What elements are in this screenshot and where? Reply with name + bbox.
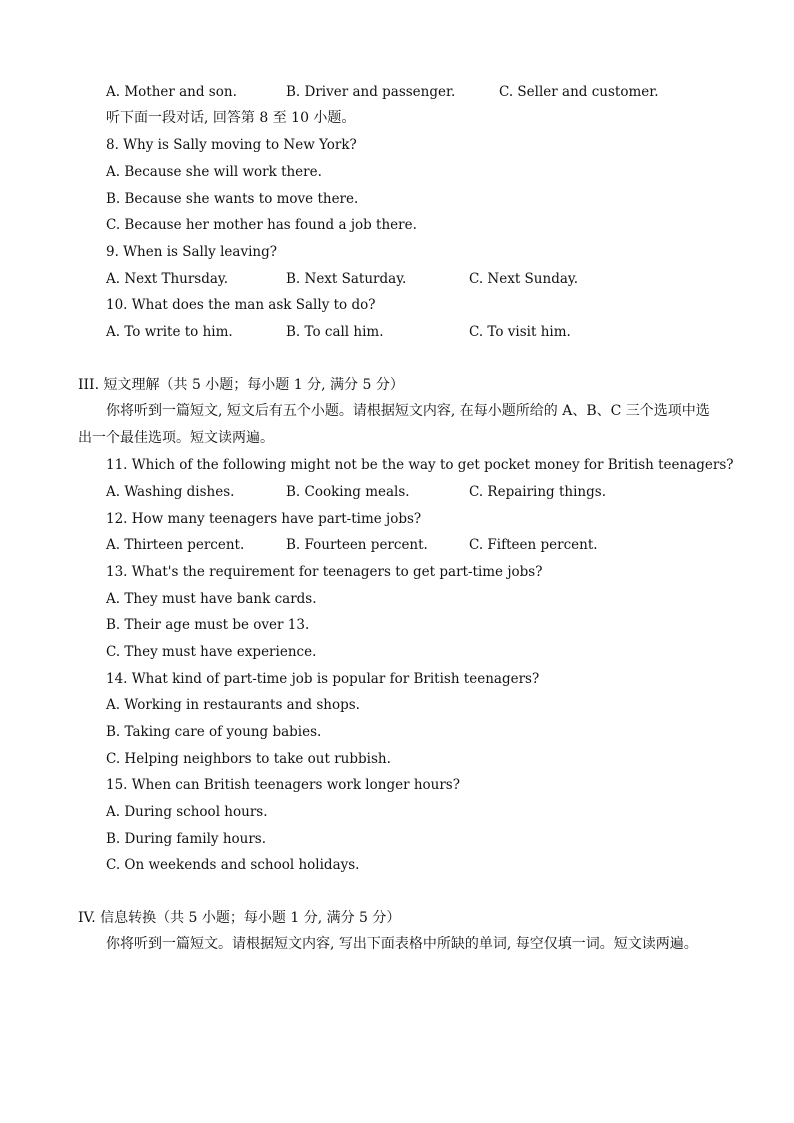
q7-option-b: B. Driver and passenger. [286,84,456,100]
q13-option-c: C. They must have experience. [106,644,317,660]
q9-option-c: C. Next Sunday. [469,271,579,287]
q15-option-b: B. During family hours. [106,831,267,847]
q13-option-b: B. Their age must be over 13. [106,617,310,633]
q14-option-a: A. Working in restaurants and shops. [106,697,360,713]
q12-option-a: A. Thirteen percent. [106,537,245,553]
q10-question: 10. What does the man ask Sally to do? [106,297,376,313]
q15-option-c: C. On weekends and school holidays. [106,857,360,873]
q15-option-a: A. During school hours. [106,804,268,820]
section-3-instruction: 你将听到一篇短文, 短文后有五个小题。请根据短文内容, 在每小题所给的 A、B、C 三个选项中选出一个最佳选项。短文读两遍。 [78,403,710,446]
section-3-title: III. 短文理解（共 5 小题；每小题 1 分, 满分 5 分） [78,377,404,393]
q14-question: 14. What kind of part-time job is popular for British teenagers? [106,671,540,687]
q9-question: 9. When is Sally leaving? [106,244,277,260]
q13-question: 13. What's the requirement for teenagers to get part-time jobs? [106,564,543,580]
q9-option-b: B. Next Saturday. [286,271,407,287]
q10-option-a: A. To write to him. [106,324,233,340]
section-4-instruction: 你将听到一篇短文。请根据短文内容, 写出下面表格中所缺的单词, 每空仅填一词。短文读两遍。 [106,936,698,952]
q8-option-a: A. Because she will work there. [106,164,322,180]
q14-option-b: B. Taking care of young babies. [106,724,322,740]
q8-option-c: C. Because her mother has found a job there. [106,217,417,233]
q11-option-b: B. Cooking meals. [286,484,410,500]
q9-option-a: A. Next Thursday. [106,271,229,287]
q7-option-c: C. Seller and customer. [499,84,659,100]
q12-option-b: B. Fourteen percent. [286,537,428,553]
q11-option-a: A. Washing dishes. [106,484,235,500]
q11-question: 11. Which of the following might not be the way to get pocket money for British teenagers? [106,457,734,473]
q8-question: 8. Why is Sally moving to New York? [106,137,357,153]
q8-option-b: B. Because she wants to move there. [106,191,359,207]
q10-option-b: B. To call him. [286,324,384,340]
q14-option-c: C. Helping neighbors to take out rubbish. [106,751,391,767]
q11-option-c: C. Repairing things. [469,484,606,500]
q13-option-a: A. They must have bank cards. [106,591,317,607]
q12-option-c: C. Fifteen percent. [469,537,598,553]
dialogue-instruction: 听下面一段对话, 回答第 8 至 10 小题。 [106,110,356,126]
section-4-title: IV. 信息转换（共 5 小题；每小题 1 分, 满分 5 分） [78,910,401,926]
q7-option-a: A. Mother and son. [106,84,237,100]
q12-question: 12. How many teenagers have part-time jobs? [106,511,422,527]
q15-question: 15. When can British teenagers work longer hours? [106,777,460,793]
q10-option-c: C. To visit him. [469,324,571,340]
